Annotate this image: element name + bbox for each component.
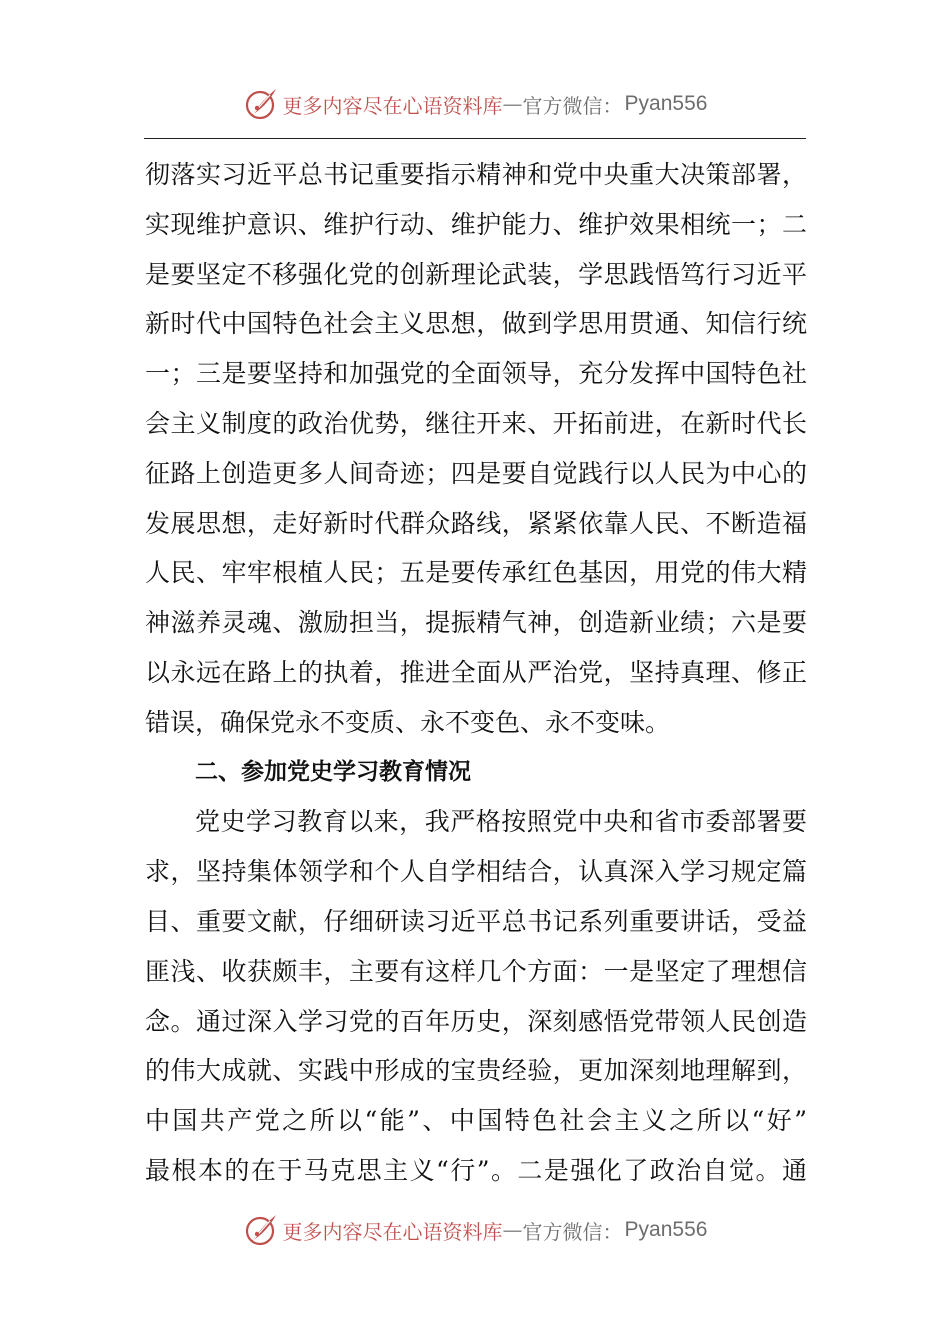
body-line: 目、重要文献，仔细研读习近平总书记系列重要讲话，受益 [145,906,807,936]
header-divider [144,138,806,139]
quill-logo-icon [243,86,279,122]
header-banner [0,84,950,124]
body-line: 党史学习教育以来，我严格按照党中央和省市委部署要 [195,807,807,837]
body-line: 求，坚持集体领学和个人自学相结合，认真深入学习规定篇 [145,857,807,887]
footer-official-label: 官方微信： [522,1219,623,1244]
header-wechat-id: Pyan556 [624,92,708,115]
body-line: 会主义制度的政治优势，继往开来、开拓前进，在新时代长 [145,408,807,438]
body-line: 征路上创造更多人间奇迹；四是要自觉践行以人民为中心的 [145,458,807,488]
footer-wechat-id: Pyan556 [624,1218,708,1241]
body-line: 实现维护意识、维护行动、维护能力、维护效果相统一；二 [145,209,807,239]
quill-logo-icon [243,1212,279,1248]
body-line: 最根本的在于马克思主义“行”。二是强化了政治自觉。通 [145,1155,807,1185]
document-body [145,150,807,1196]
body-line: 新时代中国特色社会主义思想，做到学思用贯通、知信行统 [145,309,807,339]
body-line: 彻落实习近平总书记重要指示精神和党中央重大决策部署， [145,160,807,189]
body-line: 发展思想，走好新时代群众路线，紧紧依靠人民、不断造福 [145,508,807,538]
header-site-name: 更多内容尽在心语资料库 [282,93,503,118]
header-dash: — [502,92,523,116]
section-heading: 二、参加党史学习教育情况 [195,758,471,785]
body-line: 是要坚定不移强化党的创新理论武装，学思践悟笃行习近平 [145,259,807,289]
body-line: 匪浅、收获颇丰，主要有这样几个方面：一是坚定了理想信 [145,956,807,986]
body-line: 错误，确保党永不变质、永不变色、永不变味。 [145,707,671,737]
footer-site-name: 更多内容尽在心语资料库 [282,1219,503,1244]
body-line: 念。通过深入学习党的百年历史，深刻感悟党带领人民创造 [145,1006,807,1036]
body-line: 人民、牢牢根植人民；五是要传承红色基因，用党的伟大精 [145,558,807,588]
body-line: 的伟大成就、实践中形成的宝贵经验，更加深刻地理解到， [145,1056,807,1086]
body-line: 中国共产党之所以“能”、中国特色社会主义之所以“好” [145,1106,807,1136]
body-line: 一；三是要坚持和加强党的全面领导，充分发挥中国特色社 [145,359,807,389]
footer-banner [0,1210,950,1250]
body-line: 以永远在路上的执着，推进全面从严治党，坚持真理、修正 [145,657,807,687]
header-official-label: 官方微信： [522,93,623,118]
body-line: 神滋养灵魂、激励担当，提振精气神，创造新业绩；六是要 [145,608,807,638]
footer-dash: — [502,1218,523,1242]
